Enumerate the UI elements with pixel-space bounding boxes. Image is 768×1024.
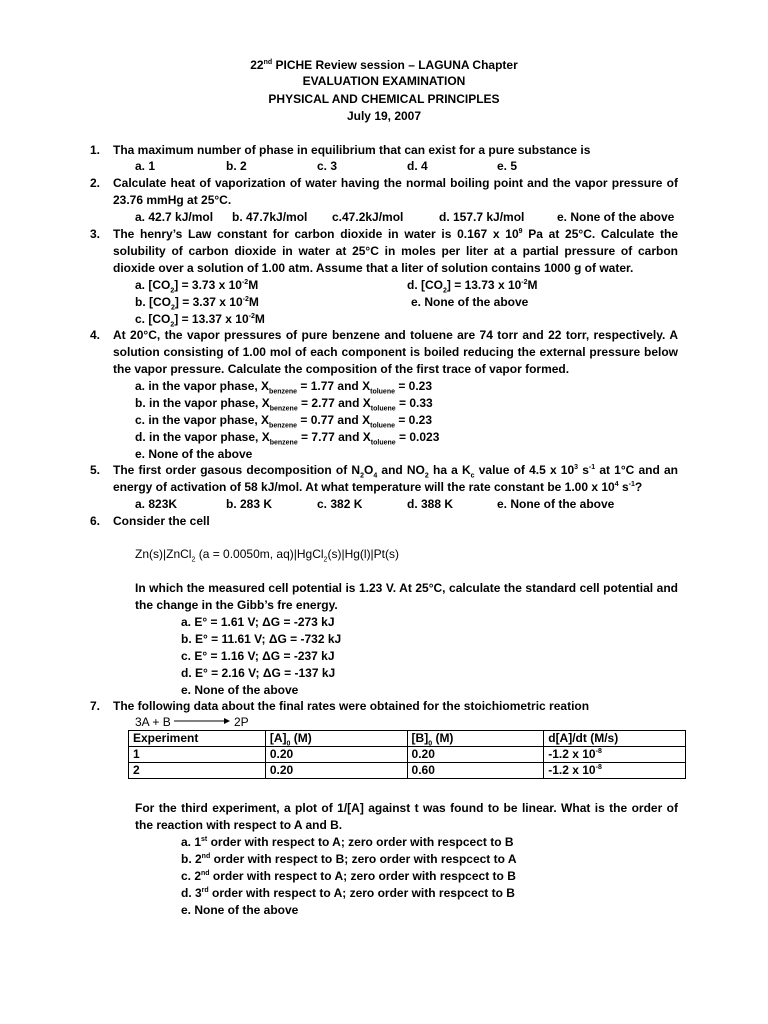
q2-choice-a: a. 42.7 kJ/mol bbox=[135, 210, 214, 224]
q6-cell-notation: Zn(s)|ZnCl$_2$ (a = 0.0050m, aq)|HgCl$_2$(s)|Hg(l)|Pt(s) bbox=[135, 547, 400, 564]
table-cell: 0.20 bbox=[265, 763, 407, 779]
q5-choice-c: c. 382 K bbox=[317, 497, 363, 511]
q3-choice-c: c. $[CO_2] = 13.37$ x $10^{-2}M$ bbox=[135, 312, 265, 329]
q3-number: 3. bbox=[90, 227, 101, 241]
table-cell: 0.60 bbox=[407, 763, 544, 779]
q4-number: 4. bbox=[90, 328, 101, 342]
q4-text: At 20°C, the vapor pressures of pure benzene and toluene are 74 torr and 22 torr, respectively. A solution consisting of 1.00 mol of each component is boiled reducing the external pressure below the vapor pressure. Calculate the composition of the first trace of vapor formed. bbox=[113, 328, 678, 376]
q7-number: 7. bbox=[90, 699, 101, 713]
header-title: 22nd PICHE Review session – LAGUNA Chapter bbox=[250, 58, 518, 72]
q1-choice-e: e. 5 bbox=[497, 159, 518, 173]
q2-choice-e: e. None of the above bbox=[557, 210, 675, 224]
table-row bbox=[129, 747, 686, 763]
q7-choice-c: c. 2nd order with respect to A; zero order with respcect to B bbox=[181, 869, 516, 883]
q1-choice-a: a. 1 bbox=[135, 159, 156, 173]
q2-choice-c: c.47.2kJ/mol bbox=[332, 210, 404, 224]
q3-choice-b: b. $[CO_2] = 3.37$ x $10^{-2}M$ bbox=[135, 295, 259, 312]
table-cell: 0.20 bbox=[265, 747, 407, 763]
q6-choice-d: d. E° = 2.16 V; ΔG = -137 kJ bbox=[181, 666, 336, 680]
q7-choice-a: a. 1st order with respect to A; zero order with respcect to B bbox=[181, 835, 514, 849]
q6-choice-e: e. None of the above bbox=[181, 683, 299, 697]
q5-choice-e: e. None of the above bbox=[497, 497, 615, 511]
q7-text2: For the third experiment, a plot of 1/[A] against t was found to be linear. What is the order of the reaction with respect to A and B. bbox=[135, 801, 678, 832]
q6-text2: In which the measured cell potential is 1.23 V. At 25°C, calculate the standard cell potential and the change in the Gibb’s fre energy. bbox=[135, 581, 678, 612]
q7-reaction-reactants: 3A + B bbox=[135, 715, 171, 729]
table-cell: 0.20 bbox=[407, 747, 544, 763]
q2-number: 2. bbox=[90, 176, 101, 190]
q6-choice-b: b. E° = 11.61 V; ΔG = -732 kJ bbox=[181, 632, 342, 646]
q4-choice-b: b. in the vapor phase, $X_{benzene} = 2.77$ and $X_{toluene} = 0.33$ bbox=[135, 396, 433, 413]
q6-number: 6. bbox=[90, 514, 101, 528]
q3-choice-d: d. $[CO_2] = 13.73$ x $10^{-2}M$ bbox=[407, 278, 538, 295]
q1-choice-d: d. 4 bbox=[407, 159, 428, 173]
header-subject: PHYSICAL AND CHEMICAL PRINCIPLES bbox=[268, 92, 500, 106]
q5-choice-b: b. 283 K bbox=[226, 497, 273, 511]
header-date: July 19, 2007 bbox=[346, 109, 422, 123]
table-header-cell: d[A]/dt (M/s) bbox=[544, 731, 686, 747]
q3-text: The henry’s Law constant for carbon dioxide in water is 0.167 x $10^9$ Pa at 25°C. Calculate the solubility of carbon dioxide in water at 25°C in moles per liter at a partial pressure of carbon dioxide over a solution of 1.00 atm. Assume that a liter of solution contains 1000 g of water. bbox=[113, 227, 678, 275]
q5-text-line2: energy of activation of 58 kJ/mol. At what temperature will the rate constant be 1.00 x $10^4$ $s^{-1}$? bbox=[113, 480, 643, 494]
q2-choice-b: b. 47.7kJ/mol bbox=[232, 210, 308, 224]
q2-text: Calculate heat of vaporization of water having the normal boiling point and the vapor pressure of 23.76 mmHg at 25°C. bbox=[113, 176, 678, 207]
table-header-row bbox=[129, 731, 686, 747]
q7-choice-b: b. 2nd order with respect to B; zero order with respcect to A bbox=[181, 852, 517, 866]
q4-choice-a: a. in the vapor phase, $X_{benzene} = 1.77$ and $X_{toluene} = 0.23$ bbox=[135, 379, 433, 396]
table-header-cell: $[A]_0$ (M) bbox=[265, 731, 407, 747]
q6-choice-c: c. E° = 1.16 V; ΔG = -237 kJ bbox=[181, 649, 335, 663]
q7-choice-d: d. 3rd order with respect to A; zero order with respcect to B bbox=[181, 886, 515, 900]
table-row bbox=[129, 763, 686, 779]
q1-choice-b: b. 2 bbox=[226, 159, 247, 173]
q1-choice-c: c. 3 bbox=[317, 159, 338, 173]
q6-choice-a: a. E° = 1.61 V; ΔG = -273 kJ bbox=[181, 615, 335, 629]
table-cell: -1.2 x $10^{-8}$ bbox=[544, 763, 686, 779]
table-header-cell: $[B]_0$ (M) bbox=[407, 731, 544, 747]
q4-choice-d: d. in the vapor phase, $X_{benzene} = 7.77$ and $X_{toluene} = 0.023$ bbox=[135, 430, 440, 447]
q7-choice-e: e. None of the above bbox=[181, 903, 299, 917]
reaction-arrow-icon bbox=[174, 717, 230, 725]
q4-choice-e: e. None of the above bbox=[135, 447, 253, 461]
rates-table bbox=[128, 730, 686, 779]
table-header-cell: Experiment bbox=[129, 731, 266, 747]
q6-text: Consider the cell bbox=[113, 514, 210, 528]
table-cell: 1 bbox=[129, 747, 266, 763]
q5-choice-d: d. 388 K bbox=[407, 497, 454, 511]
q2-choice-d: d. 157.7 kJ/mol bbox=[439, 210, 525, 224]
table-cell: 2 bbox=[129, 763, 266, 779]
table-cell: -1.2 x $10^{-8}$ bbox=[544, 747, 686, 763]
q3-choice-e: e. None of the above bbox=[411, 295, 529, 309]
q5-number: 5. bbox=[90, 463, 101, 477]
q7-reaction-products: 2P bbox=[234, 715, 249, 729]
q1-number: 1. bbox=[90, 143, 101, 157]
q1-text: Tha maximum number of phase in equilibrium that can exist for a pure substance is bbox=[113, 143, 591, 157]
q3-choice-a: a. $[CO_2] = 3.73$ x $10^{-2}M$ bbox=[135, 278, 259, 295]
q4-choice-c: c. in the vapor phase, $X_{benzene} = 0.77$ and $X_{toluene} = 0.23$ bbox=[135, 413, 433, 430]
q7-text: The following data about the final rates were obtained for the stoichiometric reation bbox=[113, 699, 590, 713]
q5-choice-a: a. 823K bbox=[135, 497, 178, 511]
header-subtitle: EVALUATION EXAMINATION bbox=[302, 74, 466, 88]
q5-text-line1: The first order gasous decomposition of $N_2O_4$ and $NO_2$ ha a $K_c$ value of 4.5 x $10^3$ $s^{-1}$ at 1°C and an bbox=[113, 463, 678, 480]
